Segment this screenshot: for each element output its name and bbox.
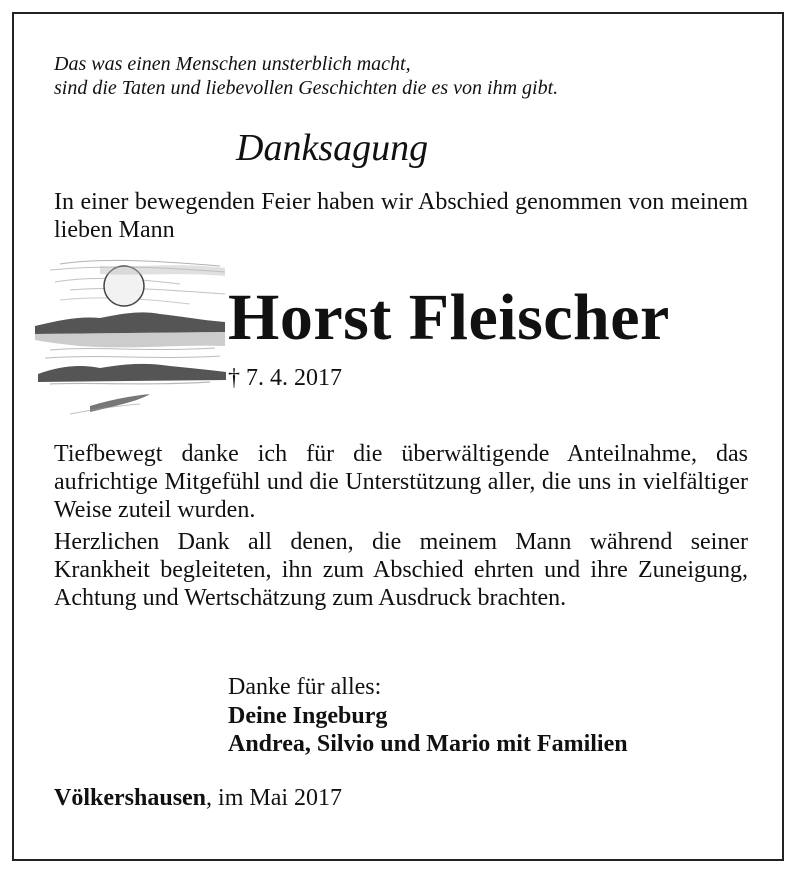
epigraph-quote [54, 52, 558, 100]
quote-line-1: Das was einen Menschen unsterblich macht, [54, 53, 411, 75]
place-date: , im Mai 2017 [206, 785, 343, 811]
thanks-paragraph-2: Herzlichen Dank all denen, die meinem Mann während seiner Krankheit begleiteten, ihn zum Abschied ehrten und ihre Zuneigung, Achtung und Wertschätzung zum Ausdruck brachten. [54, 529, 748, 611]
closing-thanks: Danke für alles: [228, 674, 382, 700]
intro-text: In einer bewegenden Feier haben wir Abschied genommen von meinem lieben Mann [54, 189, 748, 243]
sun-over-landscape-illustration [30, 254, 230, 424]
thanks-paragraph-1: Tiefbewegt danke ich für die überwältigende Anteilnahme, das aufrichtige Mitgefühl und die Unterstützung aller, die uns in vielfältiger Weise zuteil wurden. [54, 441, 748, 523]
signature-widow: Deine Ingeburg [228, 703, 388, 729]
notice-title: Danksagung [236, 127, 429, 169]
death-date: † 7. 4. 2017 [228, 365, 342, 391]
signature-family: Andrea, Silvio und Mario mit Familien [228, 731, 628, 757]
deceased-name: Horst Fleischer [228, 281, 670, 354]
place-town: Völkershausen [54, 785, 207, 811]
quote-line-2: sind die Taten und liebevollen Geschichten die es von ihm gibt. [54, 77, 559, 99]
place-and-date [54, 784, 342, 812]
